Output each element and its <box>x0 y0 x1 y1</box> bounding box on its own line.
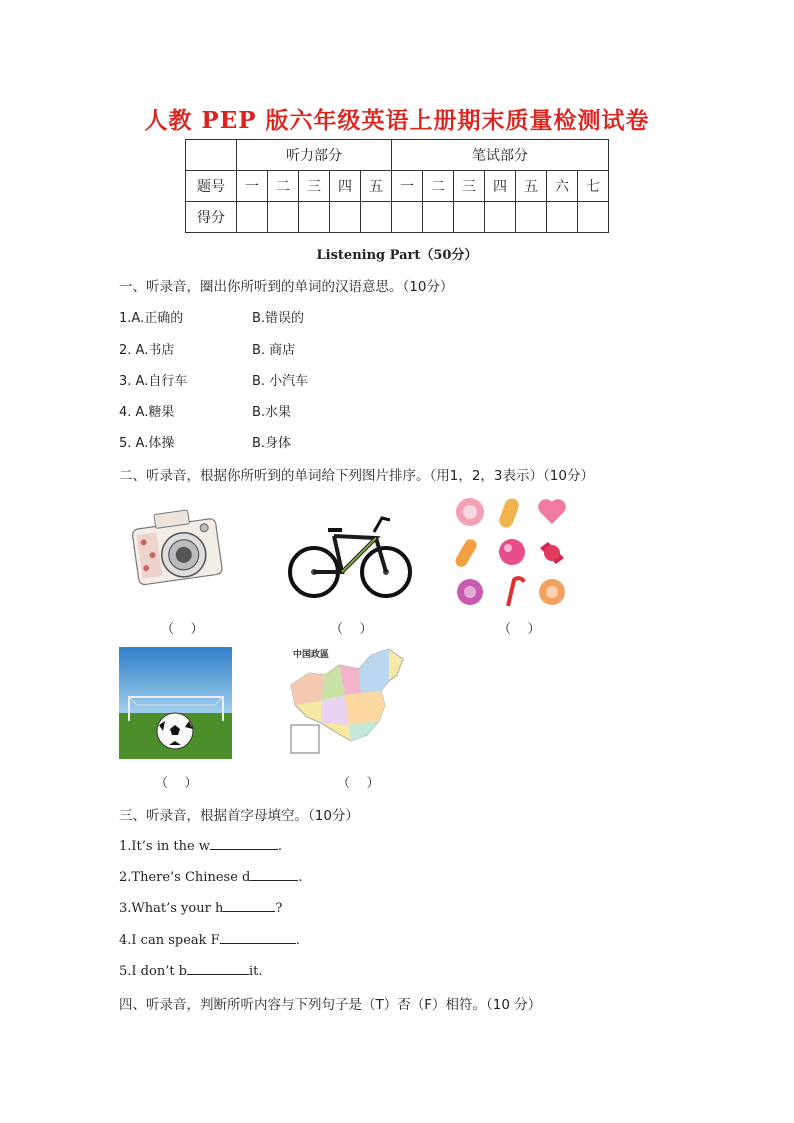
writing-item: 五 <box>516 171 547 202</box>
score-row-label: 得分 <box>186 202 237 233</box>
option-b: B.身体 <box>252 436 292 451</box>
answer-blank[interactable] <box>250 868 298 881</box>
writing-item: 六 <box>547 171 578 202</box>
fill-in-question <box>119 899 282 916</box>
question-tail: it. <box>249 964 263 979</box>
section1-question <box>119 339 296 358</box>
score-cell[interactable] <box>268 202 299 233</box>
score-table-items-row <box>186 171 609 202</box>
section4-heading: 四、听录音，判断所听内容与下列句子是（T）否（F）相符。（10 分） <box>119 997 542 1013</box>
writing-group-header: 笔试部分 <box>392 140 609 171</box>
section1-question <box>119 401 292 420</box>
answer-parentheses[interactable]: （ ） <box>498 622 541 637</box>
writing-item: 七 <box>578 171 609 202</box>
answer-parentheses[interactable]: （ ） <box>337 776 380 791</box>
score-table-corner <box>186 140 237 171</box>
section1-heading: 一、听录音，圈出你所听到的单词的汉语意思。（10分） <box>119 279 454 295</box>
candies-picture <box>452 492 574 610</box>
answer-blank[interactable] <box>187 962 249 975</box>
option-b: B. 商店 <box>252 343 296 358</box>
option-a: 4. A.糖果 <box>119 405 175 420</box>
question-tail: . <box>295 933 300 948</box>
question-text: 4.I can speak F <box>119 933 220 948</box>
bicycle-picture <box>284 502 416 606</box>
fill-in-question <box>119 962 263 979</box>
option-b: B. 小汽车 <box>252 374 309 389</box>
items-row-label: 题号 <box>186 171 237 202</box>
score-cell[interactable] <box>392 202 423 233</box>
question-tail: ? <box>275 901 283 916</box>
map-label: 中国政區 <box>293 650 330 660</box>
score-cell[interactable] <box>516 202 547 233</box>
option-b: B.水果 <box>252 405 292 420</box>
option-b: B.错误的 <box>252 311 305 326</box>
fill-in-question <box>119 837 282 854</box>
writing-item: 二 <box>423 171 454 202</box>
section1-question <box>119 307 305 326</box>
question-text: 1.It’s in the w <box>119 839 210 854</box>
writing-item: 三 <box>454 171 485 202</box>
question-tail: . <box>277 839 283 854</box>
answer-parentheses[interactable]: （ ） <box>155 776 198 791</box>
question-text: 5.I don’t b <box>119 964 188 979</box>
soccer-ball-picture <box>119 647 232 759</box>
fill-in-question <box>119 868 303 885</box>
answer-blank[interactable] <box>210 837 278 850</box>
listening-group-header: 听力部分 <box>237 140 392 171</box>
question-text: 2.There’s Chinese d <box>119 870 251 885</box>
listening-part-heading: Listening Part（50分） <box>316 248 478 263</box>
score-table-score-row <box>186 202 609 233</box>
section2-heading: 二、听录音，根据你所听到的单词给下列图片排序。（用1，2，3表示）（10分） <box>119 468 594 484</box>
score-cell[interactable] <box>547 202 578 233</box>
score-cell[interactable] <box>330 202 361 233</box>
question-text: 3.What’s your h <box>119 901 224 916</box>
answer-parentheses[interactable]: （ ） <box>161 622 204 637</box>
score-cell[interactable] <box>423 202 454 233</box>
section1-question <box>119 370 309 389</box>
option-a: 5. A.体操 <box>119 436 175 451</box>
score-cell[interactable] <box>485 202 516 233</box>
score-cell[interactable] <box>578 202 609 233</box>
section1-question <box>119 432 292 451</box>
listening-item: 一 <box>237 171 268 202</box>
option-a: 2. A.书店 <box>119 343 175 358</box>
writing-item: 一 <box>392 171 423 202</box>
score-cell[interactable] <box>237 202 268 233</box>
answer-blank[interactable] <box>220 931 296 944</box>
score-table-group-row <box>186 140 609 171</box>
score-cell[interactable] <box>361 202 392 233</box>
listening-item: 五 <box>361 171 392 202</box>
section3-heading: 三、听录音，根据首字母填空。（10分） <box>119 808 359 824</box>
question-tail: . <box>298 870 303 885</box>
option-a: 3. A.自行车 <box>119 374 188 389</box>
listening-item: 二 <box>268 171 299 202</box>
fill-in-question <box>119 931 300 948</box>
score-table <box>185 139 609 233</box>
answer-blank[interactable] <box>223 899 275 912</box>
camera-picture <box>119 494 231 606</box>
listening-item: 四 <box>330 171 361 202</box>
score-cell[interactable] <box>299 202 330 233</box>
writing-item: 四 <box>485 171 516 202</box>
china-map-picture <box>285 645 411 761</box>
listening-item: 三 <box>299 171 330 202</box>
page-title: 人教 PEP 版六年级英语上册期末质量检测试卷 <box>144 107 650 134</box>
option-a: 1.A.正确的 <box>119 311 184 326</box>
answer-parentheses[interactable]: （ ） <box>330 622 373 637</box>
score-cell[interactable] <box>454 202 485 233</box>
